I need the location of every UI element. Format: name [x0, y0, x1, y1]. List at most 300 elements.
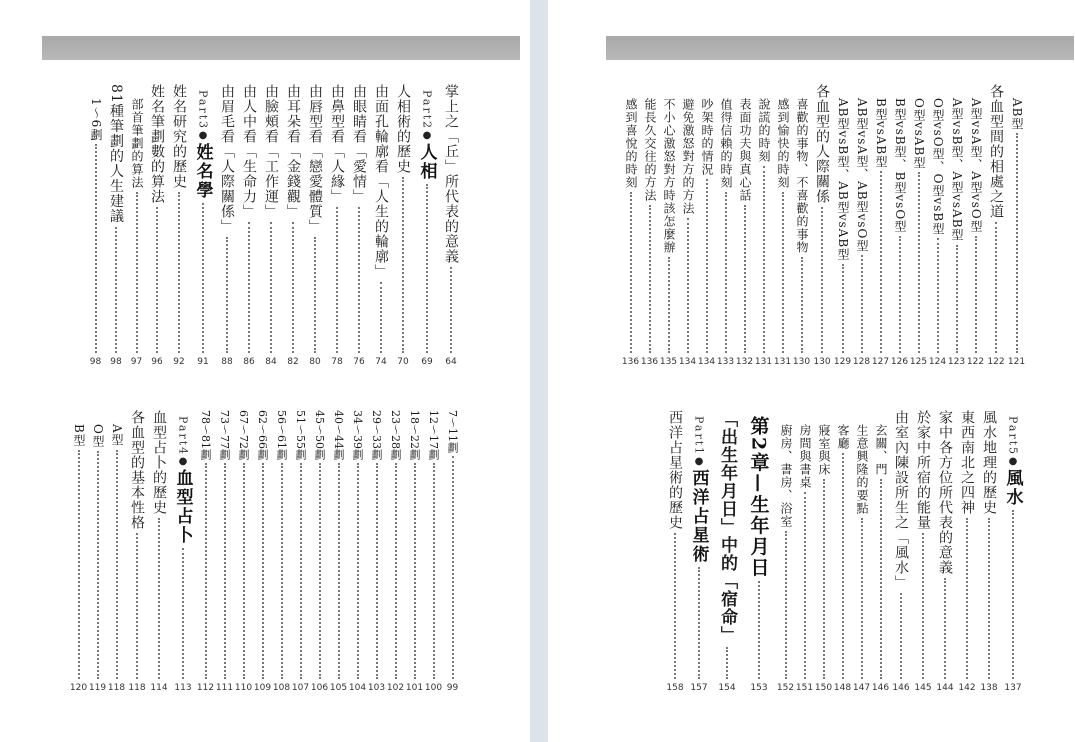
page-number: 110 — [234, 683, 253, 693]
entry-title: 56～61劃 — [275, 410, 288, 460]
entry-title: B型vsB型、B型vsO型 — [893, 98, 907, 234]
toc-entry — [348, 410, 367, 694]
dot-leader — [336, 207, 338, 353]
part-title: 風水 — [1002, 469, 1023, 508]
page-number: 113 — [174, 683, 192, 693]
dot-leader — [116, 450, 118, 679]
page-number: 146 — [871, 683, 890, 693]
chapter-heading — [742, 410, 776, 694]
dot-leader — [823, 479, 825, 679]
toc-entry — [107, 410, 126, 694]
page-number: 134 — [697, 357, 716, 367]
dot-leader — [1016, 133, 1018, 353]
part-heading — [414, 84, 440, 368]
dot-leader — [782, 192, 784, 353]
entry-title: 81種筆劃的人生建議 — [108, 84, 124, 224]
toc-entry — [956, 410, 978, 694]
page-number: 100 — [424, 683, 443, 693]
entry-title: 29～33劃 — [370, 410, 383, 460]
entry-title: 各血型間的相處之道 — [988, 84, 1004, 219]
toc-entry — [440, 84, 462, 368]
entry-title: 姓名研究的歷史 — [171, 84, 187, 189]
toc-block-left-bottom — [48, 410, 462, 694]
toc-entry — [773, 84, 792, 368]
toc-entry — [852, 84, 871, 368]
dot-leader — [804, 492, 806, 679]
part-label: Part — [1006, 416, 1020, 448]
toc-entry — [348, 84, 370, 368]
entry-title: 62～66劃 — [256, 410, 269, 460]
entry-title: 45～50劃 — [313, 410, 326, 460]
toc-entry — [310, 410, 329, 694]
dot-leader — [698, 567, 700, 679]
entry-title: 風水地理的歷史 — [981, 410, 997, 515]
toc-entry — [754, 84, 773, 368]
page-number: 118 — [128, 683, 146, 693]
entry-title: O型vsAB型 — [912, 98, 926, 170]
page-number: 119 — [88, 683, 107, 693]
entry-title: 寢室與床 — [817, 424, 831, 476]
entry-title: AB型 — [1010, 98, 1024, 131]
dot-leader — [726, 647, 728, 679]
page-number: 112 — [196, 683, 215, 693]
toc-entry — [985, 84, 1007, 368]
page-number: 129 — [833, 357, 852, 367]
dot-leader — [178, 192, 180, 353]
page-number: 138 — [980, 683, 998, 693]
part-heading — [686, 410, 712, 694]
page-number: 114 — [150, 683, 168, 693]
dot-leader — [944, 578, 946, 679]
toc-entry — [215, 410, 234, 694]
entry-title: 掌上之「丘」所代表的意義 — [443, 84, 459, 264]
dot-leader — [452, 456, 454, 679]
toc-entry — [234, 410, 253, 694]
part-number: 5 — [1006, 447, 1020, 455]
toc-entry — [697, 84, 716, 368]
toc-entry — [392, 84, 414, 368]
toc-entry — [367, 410, 386, 694]
entry-title: 房間與書桌 — [798, 424, 812, 489]
page-number: 122 — [987, 357, 1005, 367]
bullet-icon: ● — [197, 130, 209, 142]
bullet-icon: ● — [1007, 456, 1019, 468]
entry-title: 血型占卜的歷史 — [151, 410, 167, 515]
entry-title: 由耳朵看「金錢觀」 — [285, 84, 301, 219]
toc-entry — [833, 84, 852, 368]
entry-title: 客廳 — [836, 424, 850, 450]
page-number: 130 — [813, 357, 831, 367]
entry-title: 部首筆劃的算法 — [130, 98, 144, 189]
page-number: 106 — [310, 683, 329, 693]
page-number: 150 — [814, 683, 833, 693]
entry-title: 人相術的歷史 — [395, 84, 411, 174]
page-number: 147 — [852, 683, 871, 693]
entry-title: 玄關、門 — [874, 424, 888, 476]
toc-entry — [424, 410, 443, 694]
toc-entry — [978, 410, 1000, 694]
bullet-icon: ● — [177, 456, 189, 468]
page-number: 98 — [110, 357, 122, 367]
entry-title: 西洋占星術的歷史 — [667, 410, 683, 530]
entry-title: 「出生年月日」中的「宿命」 — [717, 410, 737, 644]
dot-leader — [988, 518, 990, 679]
entry-title: 12～17劃 — [427, 410, 440, 460]
toc-entry — [260, 84, 282, 368]
dot-leader — [966, 518, 968, 679]
toc-entry — [386, 410, 405, 694]
entry-title: 78～81劃 — [199, 410, 212, 460]
dot-leader — [687, 218, 689, 353]
page-number: 130 — [792, 357, 811, 367]
entry-title: O型 — [91, 424, 105, 448]
dot-leader — [922, 533, 924, 679]
page-number: 157 — [690, 683, 708, 693]
dot-leader — [975, 236, 977, 353]
dot-leader — [918, 172, 920, 353]
page-number: 118 — [107, 683, 126, 693]
entry-title: 感到喜悅的時刻 — [624, 98, 638, 189]
header-band — [606, 36, 1074, 60]
entry-title: 吵架時的情況 — [700, 98, 714, 176]
entry-title: 由眉毛看「人際關係」 — [219, 84, 235, 234]
dot-leader — [668, 257, 670, 353]
page-number: 99 — [446, 683, 459, 693]
page-number: 146 — [892, 683, 910, 693]
dot-leader — [270, 222, 272, 353]
entry-title: 姓名筆劃數的算法 — [149, 84, 165, 204]
page-number: 122 — [966, 357, 985, 367]
part-title: 西洋占星術 — [688, 469, 709, 565]
page-number: 80 — [309, 357, 321, 367]
dot-leader — [95, 144, 97, 353]
toc-entry — [659, 84, 678, 368]
page-number: 125 — [909, 357, 928, 367]
entry-title: 34～39劃 — [351, 410, 364, 460]
part-number: 1 — [692, 447, 706, 455]
page-number: 148 — [833, 683, 852, 693]
page-number: 69 — [421, 357, 433, 367]
toc-entry — [148, 410, 170, 694]
page-number: 96 — [151, 357, 163, 367]
toc-entry — [947, 84, 966, 368]
entry-title: 23～28劃 — [389, 410, 402, 460]
entry-title: 表面功夫與真心話 — [738, 98, 752, 202]
dot-leader — [674, 533, 676, 679]
entry-title: 不小心激怒對方時該怎麼辦 — [662, 98, 676, 254]
page-number: 70 — [397, 357, 409, 367]
page-number: 88 — [221, 357, 233, 367]
chapter-title: 第2章—生年月日 — [747, 416, 770, 579]
dot-leader — [725, 192, 727, 353]
dot-leader — [281, 463, 283, 679]
part-number: 2 — [420, 121, 434, 129]
dot-leader — [300, 463, 302, 679]
page-number: 158 — [666, 683, 684, 693]
page-number: 152 — [776, 683, 795, 693]
page-number: 92 — [173, 357, 185, 367]
dot-leader — [821, 207, 823, 353]
part-heading — [190, 84, 216, 368]
page-number: 101 — [405, 683, 424, 693]
part-heading — [1000, 410, 1026, 694]
part-number: 3 — [196, 121, 210, 129]
page-number: 108 — [272, 683, 291, 693]
entry-title: B型vsAB型 — [874, 98, 888, 169]
part-label: Part — [692, 416, 706, 448]
entry-title: 能長久交往的方法 — [643, 98, 657, 202]
page-number: 131 — [754, 357, 773, 367]
toc-entry — [168, 84, 190, 368]
dot-leader — [861, 518, 863, 679]
toc-entry — [291, 410, 310, 694]
toc-entry — [890, 410, 912, 694]
dot-leader — [706, 179, 708, 353]
page-number: 142 — [958, 683, 976, 693]
dot-leader — [842, 453, 844, 679]
entry-title: 18～22劃 — [408, 410, 421, 460]
right-page — [548, 0, 1075, 742]
dot-leader — [262, 463, 264, 679]
toc-entry — [640, 84, 659, 368]
toc-entry — [1007, 84, 1026, 368]
page-number: 132 — [735, 357, 754, 367]
dot-leader — [115, 227, 117, 353]
dot-leader — [158, 518, 160, 679]
left-page — [0, 0, 530, 742]
dot-leader — [78, 450, 80, 679]
entry-title: 家中各方位所代表的意義 — [937, 410, 953, 575]
dot-leader — [156, 207, 158, 353]
toc-entry — [664, 410, 686, 694]
page-number: 111 — [215, 683, 234, 693]
dot-leader — [380, 282, 382, 353]
toc-entry — [795, 410, 814, 694]
dot-leader — [136, 533, 138, 679]
toc-entry — [370, 84, 392, 368]
page-number: 64 — [445, 357, 457, 367]
part-title: 血型占卜 — [172, 469, 193, 546]
toc-entry — [282, 84, 304, 368]
toc-block-left-top — [48, 84, 462, 368]
dot-leader — [414, 463, 416, 679]
dot-leader — [248, 222, 250, 353]
dot-leader — [357, 463, 359, 679]
part-heading — [170, 410, 196, 694]
part-label: Part — [420, 90, 434, 122]
page-number: 97 — [130, 357, 143, 367]
toc-entry — [833, 410, 852, 694]
dot-leader — [785, 531, 787, 679]
toc-entry — [126, 410, 148, 694]
entry-title: 由面孔輪廓看「人生的輪廓」 — [373, 84, 389, 279]
part-number: 4 — [176, 447, 190, 455]
toc-entry — [621, 84, 640, 368]
entry-title: 東西南北之四神 — [959, 410, 975, 515]
dot-leader — [182, 548, 184, 679]
dot-leader — [995, 222, 997, 353]
page-number: 102 — [386, 683, 405, 693]
toc-block-right-top — [612, 84, 1026, 368]
toc-entry — [105, 84, 127, 368]
toc-entry — [890, 84, 909, 368]
dot-leader — [880, 479, 882, 679]
dot-leader — [402, 177, 404, 353]
bullet-icon: ● — [421, 130, 433, 142]
toc-entry — [776, 410, 795, 694]
entry-title: 由眼睛看「愛情」 — [351, 84, 367, 204]
entry-title: 由鼻型看「人緣」 — [329, 84, 345, 204]
page-number: 124 — [928, 357, 947, 367]
page-number: 84 — [265, 357, 277, 367]
entry-title: 由室內陳設所生之「風水」 — [893, 410, 909, 590]
page-number: 98 — [89, 357, 102, 367]
entry-title: A型 — [110, 424, 124, 447]
page-number: 120 — [69, 683, 88, 693]
dot-leader — [136, 192, 138, 353]
toc-entry — [912, 410, 934, 694]
page-number: 123 — [947, 357, 966, 367]
page-number: 133 — [716, 357, 735, 367]
page-number: 126 — [890, 357, 909, 367]
entry-title: 67～72劃 — [237, 410, 250, 460]
dot-leader — [758, 581, 760, 679]
dot-leader — [224, 463, 226, 679]
toc-entry — [871, 84, 890, 368]
entry-title: 73～77劃 — [218, 410, 231, 460]
header-band — [42, 36, 520, 60]
dot-leader — [319, 463, 321, 679]
dot-leader — [426, 184, 428, 353]
toc-entry — [253, 410, 272, 694]
toc-entry — [304, 84, 326, 368]
part-label: Part — [176, 416, 190, 448]
toc-entry — [146, 84, 168, 368]
toc-entry — [712, 410, 742, 694]
page-number: 74 — [375, 357, 387, 367]
entry-title: 避免激怒對方的方法 — [681, 98, 695, 215]
dot-leader — [314, 237, 316, 353]
dot-leader — [842, 264, 844, 353]
dot-leader — [861, 255, 863, 353]
page-number: 128 — [852, 357, 871, 367]
dot-leader — [292, 222, 294, 353]
page-number: 153 — [750, 683, 768, 693]
page-number: 82 — [287, 357, 299, 367]
toc-entry — [928, 84, 947, 368]
toc-entry — [966, 84, 985, 368]
page-number: 91 — [197, 357, 209, 367]
entry-title: O型vsO型、O型vsB型 — [931, 98, 945, 236]
dot-leader — [630, 192, 632, 353]
toc-entry — [934, 410, 956, 694]
page-number: 76 — [353, 357, 365, 367]
entry-title: A型vsA型、A型vsO型 — [969, 98, 983, 233]
page-number: 104 — [348, 683, 367, 693]
page-number: 127 — [871, 357, 890, 367]
toc-entry — [871, 410, 890, 694]
entry-title: 於家中所宿的能量 — [915, 410, 931, 530]
page-number: 136 — [621, 357, 640, 367]
entry-title: 由臉頰看「工作運」 — [263, 84, 279, 219]
entry-title: 值得信賴的時刻 — [719, 98, 733, 189]
dot-leader — [395, 463, 397, 679]
entry-title: 1～6劃 — [89, 98, 103, 142]
toc-entry — [86, 84, 105, 368]
entry-title: 喜歡的事物、不喜歡的事物 — [795, 98, 809, 254]
dot-leader — [376, 463, 378, 679]
page-number: 135 — [659, 357, 678, 367]
entry-title: 感到愉快的時刻 — [776, 98, 790, 189]
entry-title: 各血型的人際關係 — [814, 84, 830, 204]
dot-leader — [956, 245, 958, 353]
toc-entry — [196, 410, 215, 694]
page-number: 145 — [914, 683, 932, 693]
part-title: 人相 — [416, 143, 437, 182]
dot-leader — [1012, 510, 1014, 679]
page-number: 103 — [367, 683, 386, 693]
entry-title: 40～44劃 — [332, 410, 345, 460]
toc-entry — [792, 84, 811, 368]
dot-leader — [338, 463, 340, 679]
dot-leader — [205, 463, 207, 679]
dot-leader — [649, 205, 651, 353]
page-number: 151 — [795, 683, 814, 693]
toc-entry — [88, 410, 107, 694]
toc-entry — [69, 410, 88, 694]
entry-title: 51～55劃 — [294, 410, 307, 460]
toc-entry — [678, 84, 697, 368]
dot-leader — [763, 166, 765, 353]
part-label: Part — [196, 90, 210, 122]
entry-title: B型 — [72, 424, 86, 447]
toc-entry — [443, 410, 462, 694]
dot-leader — [243, 463, 245, 679]
toc-entry — [716, 84, 735, 368]
toc-entry — [272, 410, 291, 694]
toc-entry — [329, 410, 348, 694]
page-number: 134 — [678, 357, 697, 367]
page-number: 107 — [291, 683, 310, 693]
dot-leader — [450, 267, 452, 353]
dot-leader — [202, 203, 204, 353]
dot-leader — [880, 171, 882, 353]
toc-entry — [326, 84, 348, 368]
page-number: 136 — [640, 357, 659, 367]
entry-title: AB型vsB型、AB型vsAB型 — [836, 98, 850, 262]
part-title: 姓名學 — [192, 143, 213, 201]
page-number: 121 — [1007, 357, 1026, 367]
entry-title: AB型vsA型、AB型vsO型 — [855, 98, 869, 253]
dot-leader — [97, 451, 99, 679]
page-number: 144 — [936, 683, 954, 693]
page-number: 78 — [331, 357, 343, 367]
entry-title: 由人中看「生命力」 — [241, 84, 257, 219]
page-number: 109 — [253, 683, 272, 693]
entry-title: 7～11劃 — [446, 410, 459, 453]
toc-entry — [405, 410, 424, 694]
toc-entry — [909, 84, 928, 368]
page-number: 105 — [329, 683, 348, 693]
toc-entry — [735, 84, 754, 368]
book-gutter — [530, 0, 548, 742]
entry-title: 由唇型看「戀愛體質」 — [307, 84, 323, 234]
page-number: 86 — [243, 357, 255, 367]
page-number: 154 — [718, 683, 736, 693]
toc-entry — [238, 84, 260, 368]
entry-title: 各血型的基本性格 — [129, 410, 145, 530]
page-number: 131 — [773, 357, 792, 367]
